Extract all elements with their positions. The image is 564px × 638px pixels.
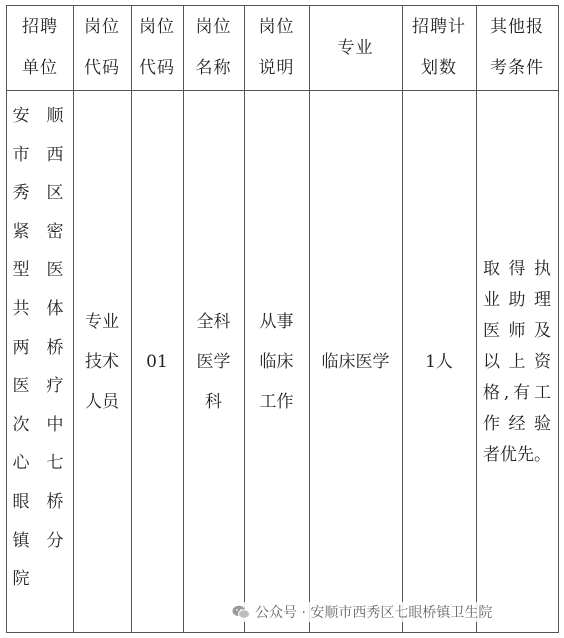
recruitment-table — [6, 5, 559, 633]
cell-position-code: 01 — [146, 352, 168, 372]
unit-left-column: 安 市 秀 紧 型 共 两 医 次 心 眼 镇 院 — [12, 106, 30, 590]
cell-position-name: 全科 医学 科 — [196, 312, 231, 412]
watermark-text: 公众号 · 安顺市西秀区七眼桥镇卫生院 — [255, 605, 493, 621]
header-other-conditions: 其他报 考条件 — [490, 17, 544, 78]
header-recruit-count: 招聘计 划数 — [412, 17, 466, 78]
wechat-icon — [232, 605, 250, 619]
cell-other-conditions: 取得执 业助理 医师及 以上资 格,有工 作经验 者优先。 — [483, 258, 551, 465]
watermark — [230, 602, 494, 622]
header-position-description: 岗位 说明 — [258, 17, 295, 78]
cell-major: 临床医学 — [321, 352, 390, 372]
header-position-name: 岗位 名称 — [195, 17, 232, 78]
unit-right-column: 顺 西 区 密 医 体 桥 疗 中 七 桥 分 — [46, 106, 64, 551]
cell-position-type: 专业 技术 人员 — [85, 312, 119, 412]
header-recruiting-unit: 招聘 单位 — [22, 17, 58, 78]
header-position-code: 岗位 代码 — [84, 17, 120, 78]
cell-recruiting-unit — [7, 90, 73, 634]
header-position-code-2: 岗位 代码 — [139, 17, 175, 78]
cell-recruit-count: 1人 — [425, 352, 453, 372]
cell-position-description: 从事 临床 工作 — [259, 312, 294, 412]
header-major: 专业 — [337, 37, 374, 58]
